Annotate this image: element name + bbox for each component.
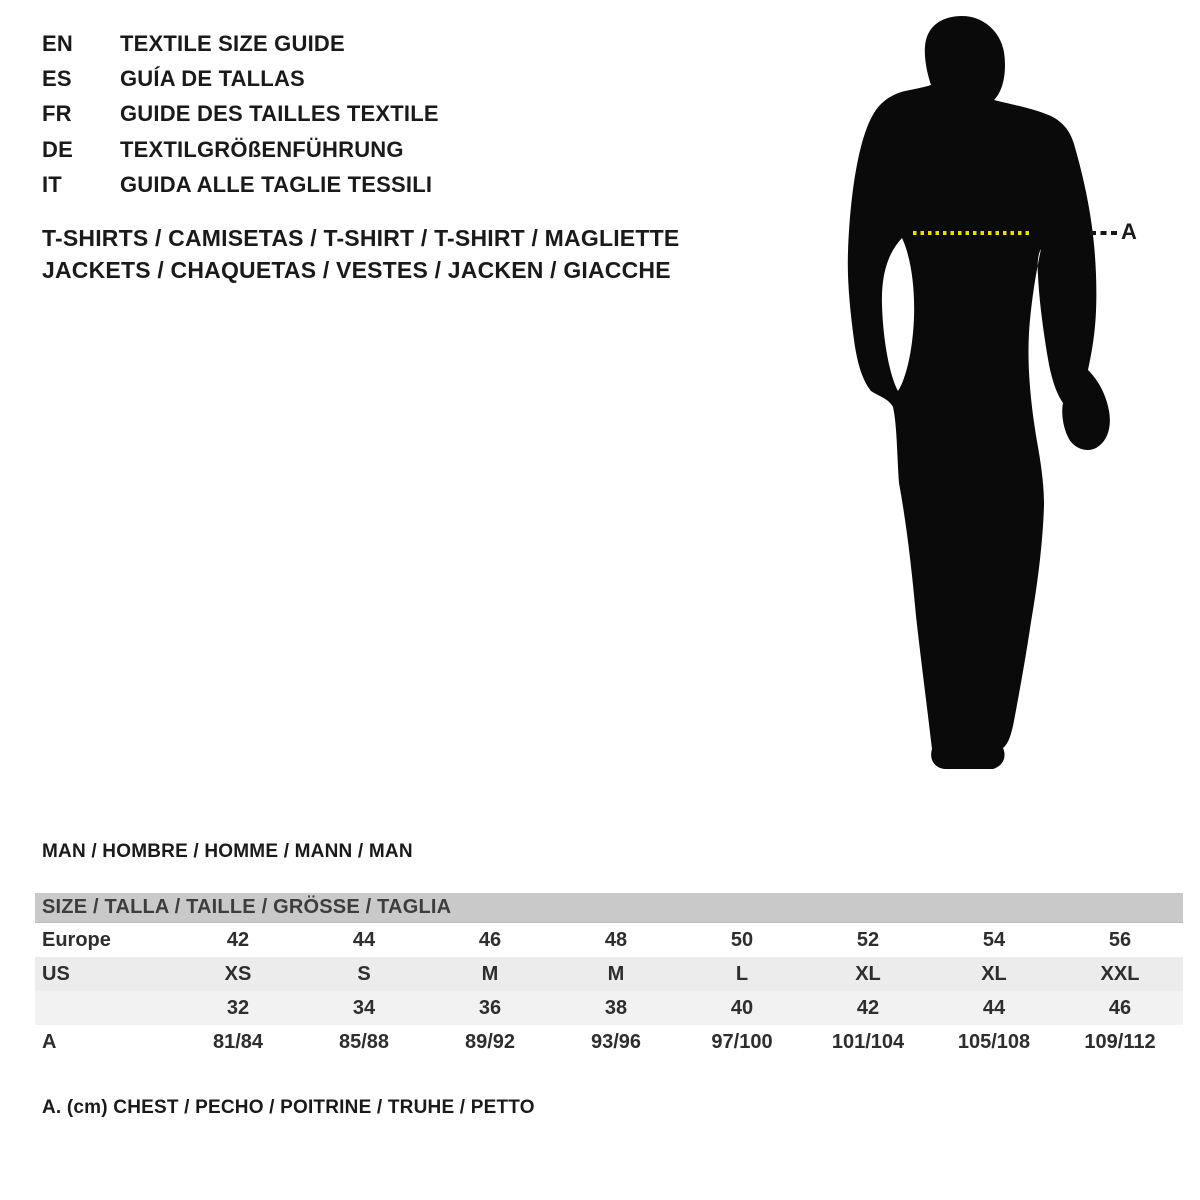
language-code: IT	[42, 172, 62, 198]
table-row	[35, 923, 1183, 957]
size-value-cell: 93/96	[590, 1030, 642, 1053]
size-value-cell: 34	[352, 996, 376, 1019]
size-value-cell: 85/88	[338, 1030, 390, 1053]
language-code: EN	[42, 30, 73, 56]
language-title: GUÍA DE TALLAS	[120, 66, 305, 92]
size-table-header: SIZE / TALLA / TAILLE / GRÖSSE / TAGLIA	[35, 893, 1183, 923]
language-title: TEXTILGRÖßENFÜHRUNG	[120, 136, 404, 162]
section-title-man: MAN / HOMBRE / HOMME / MANN / MAN	[42, 841, 413, 862]
language-title: GUIDA ALLE TAGLIE TESSILI	[120, 172, 433, 198]
size-value-cell: 97/100	[711, 1030, 773, 1053]
size-value-cell: 54	[982, 928, 1006, 951]
size-value-cell: 42	[226, 928, 250, 951]
size-value-cell: 40	[730, 996, 754, 1019]
size-value-cell: 56	[1108, 928, 1132, 951]
man-silhouette	[840, 10, 1130, 780]
table-row	[35, 1025, 1183, 1059]
language-list	[42, 26, 439, 203]
category-line-tshirts: T-SHIRTS / CAMISETAS / T-SHIRT / T-SHIRT / MAGLIETTE	[42, 225, 680, 251]
table-row	[35, 991, 1183, 1025]
size-value-cell: 32	[226, 996, 250, 1019]
size-value-cell: 101/104	[831, 1030, 905, 1053]
size-value-cell: 89/92	[464, 1030, 516, 1053]
size-value-cell: 109/112	[1084, 1030, 1156, 1053]
language-title: GUIDE DES TAILLES TEXTILE	[120, 101, 439, 127]
size-value-cell: 46	[478, 928, 502, 951]
size-value-cell: 44	[352, 928, 376, 951]
size-value-cell: XL	[981, 962, 1007, 985]
size-value-cell: 52	[856, 928, 880, 951]
language-code: ES	[42, 66, 72, 92]
size-value-cell: M	[481, 962, 499, 985]
language-row	[42, 168, 439, 203]
language-row	[42, 26, 439, 61]
language-code: DE	[42, 136, 73, 162]
row-label: US	[42, 962, 70, 985]
table-row	[35, 957, 1183, 991]
category-list	[42, 223, 679, 286]
size-value-cell: 42	[856, 996, 880, 1019]
size-value-cell: 48	[604, 928, 628, 951]
size-value-cell: XXL	[1100, 962, 1140, 985]
row-label: Europe	[42, 928, 111, 951]
size-value-cell: S	[357, 962, 371, 985]
chest-measure-dotted-line	[913, 231, 1032, 235]
size-value-cell: L	[735, 962, 749, 985]
category-line-jackets: JACKETS / CHAQUETAS / VESTES / JACKEN / GIACCHE	[42, 256, 671, 283]
language-row	[42, 97, 439, 132]
language-title: TEXTILE SIZE GUIDE	[120, 30, 345, 56]
size-value-cell: 105/108	[957, 1030, 1031, 1053]
size-value-cell: 38	[604, 996, 628, 1019]
chest-measure-label-a: A	[1121, 219, 1137, 244]
size-value-cell: XS	[224, 962, 252, 985]
row-label: A	[42, 1030, 57, 1053]
size-value-cell: XL	[855, 962, 881, 985]
language-row	[42, 132, 439, 167]
size-value-cell: 36	[478, 996, 502, 1019]
size-table	[35, 893, 1183, 1059]
language-code: FR	[42, 101, 72, 127]
size-table-rows	[35, 923, 1183, 1059]
size-value-cell: 46	[1108, 996, 1132, 1019]
size-value-cell: M	[607, 962, 625, 985]
size-value-cell: 44	[982, 996, 1006, 1019]
size-value-cell: 81/84	[212, 1030, 264, 1053]
chest-measure-dashed-pointer	[1090, 231, 1118, 235]
footnote-chest: A. (cm) CHEST / PECHO / POITRINE / TRUHE / PETTO	[42, 1097, 535, 1118]
size-value-cell: 50	[730, 928, 754, 951]
language-row	[42, 61, 439, 96]
